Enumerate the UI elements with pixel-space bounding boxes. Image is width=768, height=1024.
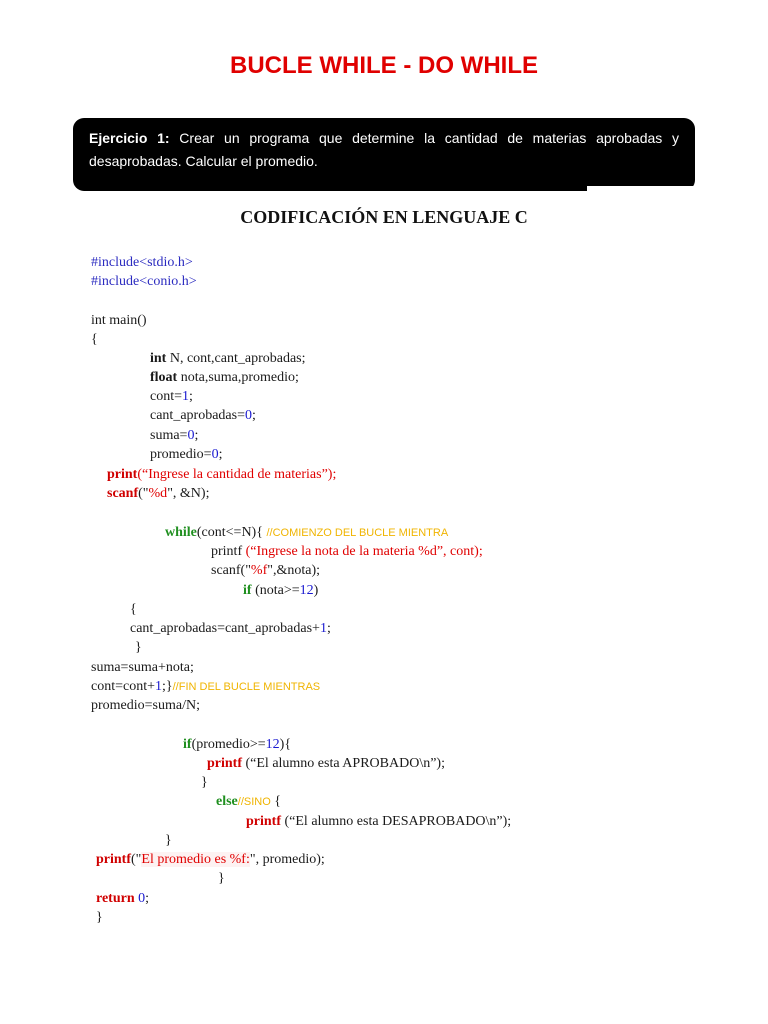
scanf-open: (" <box>138 486 149 501</box>
code-line-else <box>216 793 281 811</box>
if-cond-val: 12 <box>299 583 314 598</box>
code-line-main-inner-close: } <box>218 871 225 886</box>
cont-inc-val: 1 <box>155 679 162 694</box>
code-line-printf-desaprob <box>246 813 511 831</box>
aprob-inc-end: ; <box>326 621 331 636</box>
code-line-main-close: } <box>96 910 103 925</box>
if2-cond-open: (promedio>= <box>191 737 266 752</box>
exercise-label: Ejercicio 1: <box>89 130 170 146</box>
code-line-printf-nota <box>211 543 483 561</box>
keyword-if: if <box>243 583 252 598</box>
keyword-float: float <box>150 370 178 385</box>
scanf-nota-rest: ",&nota); <box>267 563 321 578</box>
code-line-if <box>243 582 318 600</box>
code-line-return <box>96 890 149 908</box>
code-line-open-brace: { <box>91 332 98 347</box>
cont-init: cont= <box>150 389 182 404</box>
exercise-box-notch <box>587 186 695 191</box>
code-line-scanf-nota <box>211 562 320 580</box>
code-line-if2-close: } <box>165 833 172 848</box>
print-args: (“Ingrese la cantidad de materias”); <box>137 467 337 482</box>
code-line-printf-prom <box>96 851 325 869</box>
code-line-inner-close: } <box>135 640 142 655</box>
aprob-init: cant_aprobadas= <box>150 408 245 423</box>
else-open: { <box>270 794 282 809</box>
code-line-scanf <box>107 485 209 503</box>
cont-inc-end: ;} <box>162 679 173 694</box>
code-line-include-stdio: #include<stdio.h> <box>91 255 193 270</box>
code-line-while <box>165 524 448 542</box>
else-comment: //SINO <box>237 796 271 808</box>
return-end: ; <box>145 891 150 906</box>
code-line-cont-init: cont=1; <box>150 389 193 404</box>
keyword-else: else <box>216 794 238 809</box>
cont-inc: cont=cont+ <box>91 679 155 694</box>
if2-cond-close: ){ <box>279 737 292 752</box>
printf-desaprob-args: (“El alumno esta DESAPROBADO\n”); <box>281 814 512 829</box>
scanf-nota-open: scanf(" <box>211 563 251 578</box>
keyword-print: print <box>107 467 138 482</box>
scanf-rest: ", &N); <box>167 486 210 501</box>
code-line-print <box>107 466 336 484</box>
exercise-box <box>73 118 695 191</box>
code-line-printf-aprob <box>207 755 445 773</box>
keyword-return: return <box>96 891 135 906</box>
code-line-include-conio: #include<conio.h> <box>91 274 197 289</box>
prom-init: promedio= <box>150 447 212 462</box>
int-vars: N, cont,cant_aprobadas; <box>166 351 306 366</box>
keyword-while: while <box>165 525 197 540</box>
return-val: 0 <box>134 891 146 906</box>
code-line-else-close: } <box>201 775 208 790</box>
exercise-text: Crear un programa que determine la cantidad de materias aprobadas y desaprobadas. Calcular el promedio. <box>89 130 680 169</box>
if2-cond-val: 12 <box>265 737 280 752</box>
keyword-printf-prom: printf <box>96 852 131 867</box>
code-line-aprob-init: cant_aprobadas=0; <box>150 408 256 423</box>
code-line-cont-inc <box>91 678 320 696</box>
code-line-float-decl <box>150 369 299 387</box>
if-cond-close: ) <box>313 583 319 598</box>
code-line-if2 <box>183 736 291 754</box>
keyword-if2: if <box>183 737 192 752</box>
aprob-init-val: 0 <box>244 408 252 423</box>
printf-prom-open: (" <box>131 852 142 867</box>
aprob-inc: cant_aprobadas=cant_aprobadas+ <box>130 621 320 636</box>
suma-init: suma= <box>150 428 188 443</box>
keyword-int: int <box>150 351 167 366</box>
aprob-inc-val: 1 <box>319 621 327 636</box>
scanf-nota-fmt: %f <box>250 563 268 578</box>
keyword-printf-aprob: printf <box>207 756 242 771</box>
printf-nota-args: (“Ingrese la nota de la materia %d”, cont); <box>245 544 483 559</box>
printf-prom-rest: ", promedio); <box>249 852 325 867</box>
end-comment: //FIN DEL BUCLE MIENTRAS <box>172 681 321 693</box>
code-line-prom: promedio=suma/N; <box>91 698 200 713</box>
if-cond-open: (nota>= <box>251 583 300 598</box>
keyword-scanf: scanf <box>107 486 139 501</box>
while-cond: (cont<=N){ <box>196 525 267 540</box>
scanf-fmt: %d <box>148 486 168 501</box>
suma-init-val: 0 <box>187 428 195 443</box>
keyword-printf-desaprob: printf <box>246 814 281 829</box>
float-vars: nota,suma,promedio; <box>177 370 299 385</box>
cont-init-val: 1 <box>182 389 189 404</box>
printf-nota: printf <box>211 544 246 559</box>
printf-prom-str: El promedio es %f: <box>141 852 250 867</box>
section-subtitle: CODIFICACIÓN EN LENGUAJE C <box>240 207 528 227</box>
code-line-prom-init: promedio=0; <box>150 447 223 462</box>
printf-aprob-args: (“El alumno esta APROBADO\n”); <box>242 756 445 771</box>
while-comment: //COMIENZO DEL BUCLE MIENTRA <box>266 527 449 539</box>
prom-init-val: 0 <box>211 447 219 462</box>
code-line-aprob-inc <box>130 620 331 638</box>
code-line-suma: suma=suma+nota; <box>91 660 194 675</box>
code-line-int-decl <box>150 350 306 368</box>
code-line-suma-init: suma=0; <box>150 428 199 443</box>
page-title: BUCLE WHILE - DO WHILE <box>230 52 538 79</box>
code-line-main-decl: int main() <box>91 313 147 328</box>
code-line-inner-open: { <box>130 602 137 617</box>
